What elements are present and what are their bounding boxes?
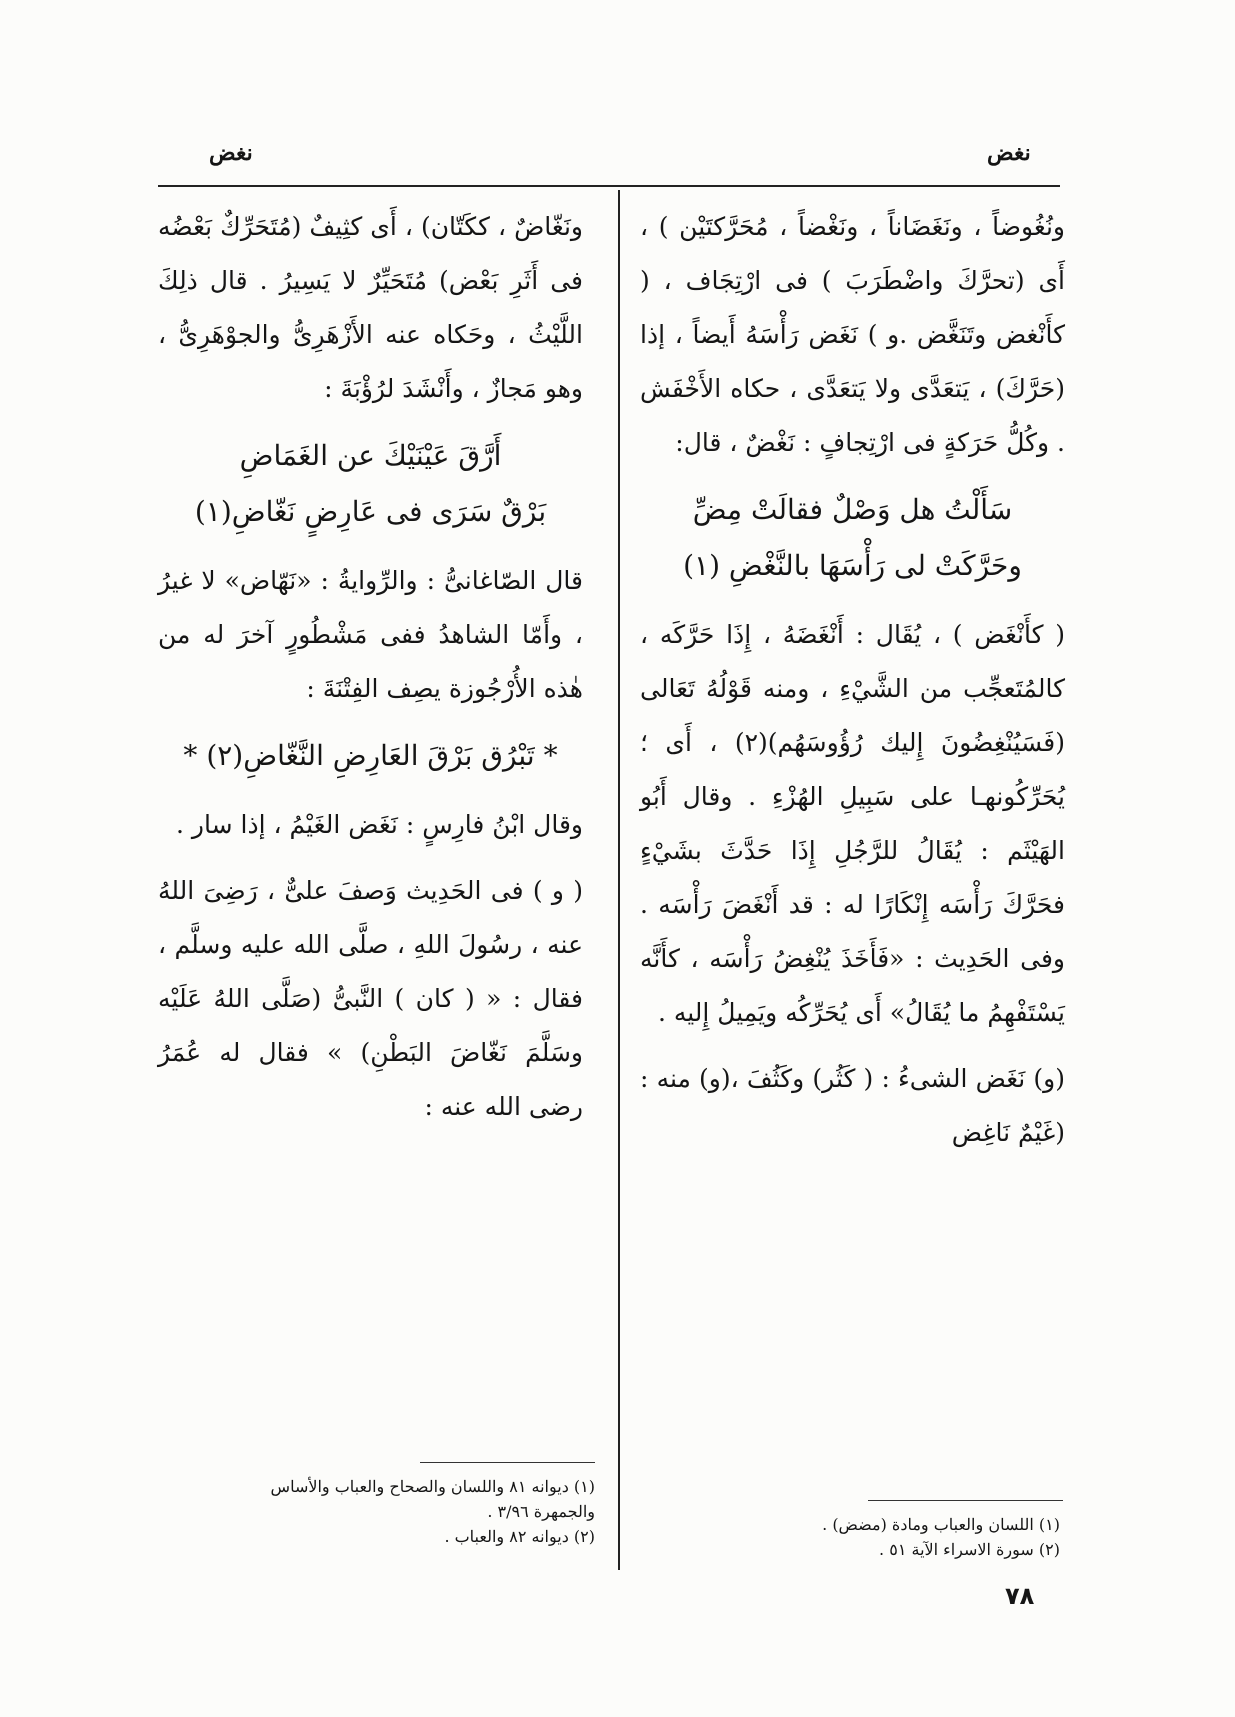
footnote-rule (420, 1462, 595, 1463)
verse (158, 728, 583, 784)
footnote: (١) اللسان والعباب ومادة (مضض) . (822, 1515, 1060, 1534)
footnote: (٢) سورة الاسراء الآية ٥١ . (879, 1540, 1060, 1559)
paragraph: وقال ابْنُ فارِسٍ : نَغَض الغَيْمُ ، إذا سار . (176, 810, 583, 839)
paragraph: ( و ) فى الحَدِيث وَصفَ علىٌّ ، رَضِىَ اللهُ عنه ، رسُولَ اللهِ ، صلَّى الله عليه وسلَّم ، فقال : « ( كان ) النَّبىُّ (صَلَّى اللهُ عَلَيْه وسَلَّمَ نَغّاضَ البَطْنِ) » فقال له عُمَرُ رضى الله عنه : (158, 876, 583, 1121)
verse-line: سَأَلْتُ هل وَصْلٌ فقالَتْ مِضِّ (692, 493, 1013, 526)
paragraph: (و) نَغَض الشىءُ : ( كَثُر) وكَثُفَ ،(و) منه : (غَيْمٌ نَاغِض (640, 1064, 1065, 1147)
running-head-left: نغض (209, 140, 253, 166)
paragraph: ونُغُوضاً ، ونَغَضَاناً ، ونَغْضاً ، مُحَرَّكتَيْن ) ، أَى (تحرَّكَ واضْطَرَبَ ) فى ارْتِجَاف ، ( كأَنْغض وتَنَغَّض .و ) نَغَض رَأْسَهُ أَيضاً ، إذا (حَرَّكَ) ، يَتعَدَّى ولا يَتعَدَّى ، حكاه الأَخْفَش . وكُلُّ حَرَكةٍ فى ارْتِجافٍ : نَغْضٌ ، قال: (640, 212, 1065, 457)
header-rule (158, 185, 1060, 187)
footnote: (١) ديوانه ٨١ واللسان والصحاح والعباب والأساس (270, 1477, 595, 1496)
verse-line: أَرَّقَ عَيْنَيْكَ عن الغَمَاضِ (239, 439, 502, 472)
running-head-right: نغض (987, 140, 1031, 166)
verse-line: * تَبْرُق بَرْقَ العَارِضِ النَّغّاضِ(٢) * (183, 739, 558, 772)
footnotes-left (140, 1474, 595, 1549)
verse (158, 428, 583, 540)
verse-line: وحَرَّكَتْ لى رَأْسَهَا بالنَّغْضِ (١) (683, 549, 1022, 582)
footnotes-right (740, 1512, 1060, 1562)
footnote: (٢) ديوانه ٨٢ والعباب . (444, 1527, 595, 1546)
verse (640, 482, 1065, 594)
paragraph: ونَغّاضٌ ، ككَتّان) ، أَى كثِيفٌ (مُتَحَرِّكٌ بَعْضُه فى أَثَرِ بَعْض) مُتَحَيِّرٌ لا يَسِيرُ . قال ذلِكَ اللَّيْثُ ، وحَكاه عنه الأَزْهَرِىُّ والجوْهَرِىُّ ، وهو مَجازٌ ، وأَنْشَدَ لرُؤْبَةَ : (158, 212, 583, 403)
verse-line: بَرْقٌ سَرَى فى عَارِضٍ نَغّاضِ(١) (194, 495, 547, 528)
paragraph: قال الصّاغانىُّ : والرِّوايةُ : «نَهّاض» لا غيرُ ، وأَمّا الشاهدُ ففى مَشْطُورٍ آخرَ له من هٰذه الأُرْجُوزة يصِف الفِتْنَةَ : (158, 566, 583, 703)
right-column (640, 200, 1065, 1172)
footnote-rule (868, 1500, 1063, 1501)
paragraph: ( كأَنْغَض ) ، يُقَال : أَنْغَضَهُ ، إِذَا حَرَّكَه ، كالمُتَعجِّب من الشَّيْءِ ، ومنه قَوْلُهُ تَعَالى (فَسَيُنْغِضُونَ إِليك رُؤُوسَهُم)(٢) ، أَى ؛ يُحَرِّكُونهـا على سَبِيلِ الهُزْءِ . وقال أَبُو الهَيْثَم : يُقَالُ للرَّجُلِ إِذَا حَدَّثَ بشَيْءٍ فحَرَّكَ رَأْسَه إِنْكَارًا له : قد أَنْغَضَ رَأْسَه . وفى الحَدِيث : «فَأَخَذَ يُنْغِضُ رَأْسَه ، كأَنَّه يَسْتَفْهِمُ ما يُقَالُ» أَى يُحَرِّكُه ويَمِيلُ إِليه . (640, 620, 1065, 1027)
page-number: ٧٨ (1005, 1582, 1035, 1610)
column-divider (618, 190, 620, 1570)
footnote: والجمهرة ٣/٩٦ . (487, 1502, 595, 1521)
left-column (158, 200, 583, 1146)
